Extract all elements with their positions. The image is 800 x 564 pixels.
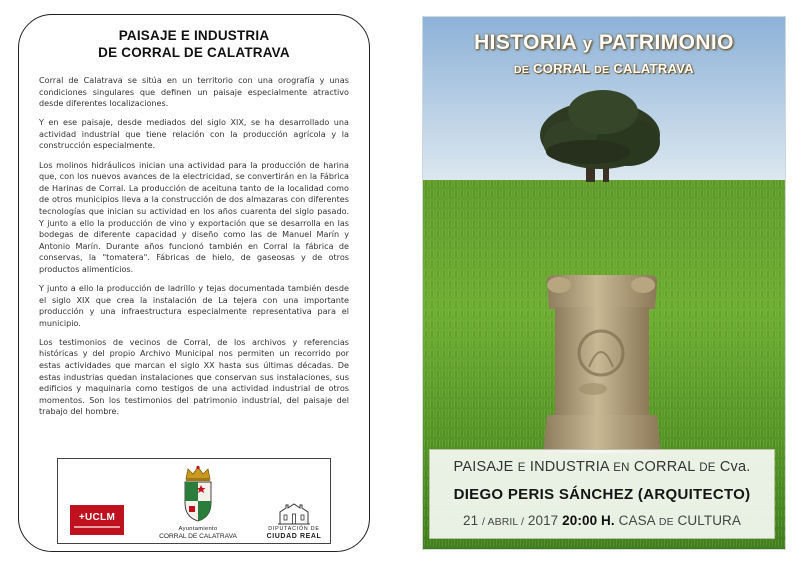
event-info-box: [429, 449, 775, 539]
diputacion-logo: [264, 503, 324, 543]
ayuntamiento-label: [148, 525, 248, 541]
diputacion-line1: DIPUTACIÓN DE: [268, 526, 320, 532]
ayuntamiento-line1: Ayuntamiento: [178, 526, 218, 532]
venue-word: CASA: [618, 513, 656, 528]
stone-altar-icon: [543, 275, 661, 453]
talk-title: [430, 459, 774, 475]
talk-word: CORRAL: [633, 459, 695, 475]
diputacion-line2: CIUDAD REAL: [266, 533, 322, 540]
talk-word: DE: [699, 462, 716, 474]
talk-word: Cva.: [719, 459, 751, 475]
date-day: 21: [462, 513, 479, 528]
date-month: / ABRIL /: [482, 516, 524, 528]
paragraph: Corral de Calatrava se sitúa en un territorio con una orografía y unas condiciones singulares que definen un paisaje especialmente atractivo desde diferentes localizaciones.: [39, 75, 349, 109]
panel-title: [19, 27, 369, 61]
sponsor-logos: [57, 458, 331, 544]
paragraph: Los testimonios de vecinos de Corral, de los archivos y referencias históricas y del propio Archivo Municipal nos permiten un recorrido por estas actividades que marcan el siglo XX hasta sus últimas décadas. De estas industrias quedan instalaciones que conservan sus instalaciones, sus edificios y maquinaria como testigos de una actividad industrial de otros momentos. Son los testimonios del patrimonio industrial, del paisaje del trabajo del hombre.: [39, 336, 349, 417]
poster-subtitle: [423, 61, 785, 76]
poster-title: [423, 31, 785, 55]
uclm-logo-text: +UCLM: [78, 512, 116, 523]
talk-word: E: [517, 462, 526, 474]
panel-title-line2: DE CORRAL DE CALATRAVA: [98, 45, 290, 60]
talk-word: EN: [613, 462, 630, 474]
talk-word: PAISAJE: [453, 459, 514, 475]
event-poster: [422, 16, 786, 550]
subtitle-word: DE: [594, 64, 610, 76]
uclm-logo-rule: [74, 526, 120, 528]
date-year: 2017: [527, 513, 559, 528]
speaker: [430, 486, 774, 503]
subtitle-word: CALATRAVA: [613, 61, 694, 76]
info-panel: [18, 14, 370, 552]
event-date-time-venue: [430, 513, 774, 528]
panel-body: [39, 75, 349, 426]
subtitle-word: CORRAL: [533, 61, 591, 76]
paragraph: Y en ese paisaje, desde mediados del siglo XIX, se ha desarrollado una actividad industrial que tiene relación con la producción agrícola y la construcción especialmente.: [39, 117, 349, 151]
building-icon: [276, 503, 312, 525]
venue-word: DE: [658, 516, 674, 528]
title-word: y: [582, 34, 593, 53]
title-word: HISTORIA: [474, 31, 577, 54]
venue-word: CULTURA: [677, 513, 742, 528]
paragraph: Los molinos hidráulicos inician una actividad para la producción de harina que, con los nuevos avances de la electricidad, se convertirán en la Fábrica de Harinas de Corral. La producción de aceituna tanto de la localidad como de otros municipios lleva a la construcción de dos almazaras con diferentes tecnologías que inician su actividad en los años cuarenta del siglo pasado. Y junto a ello la producción de vino y exportación que se desarrolla en las bodegas de diferente capacidad y diseño como las de Manuel Marín y Antonio Marín. Durante años funcionó también en Corral la fábrica de conservas, la "tomatera". Fábricas de hielo, de gaseosas y de otros productos alimenticios.: [39, 159, 349, 274]
coat-of-arms-icon: [178, 465, 218, 523]
uclm-logo: [70, 505, 124, 535]
speaker-first-name: DIEGO: [453, 486, 504, 503]
event-time: 20:00 H.: [562, 513, 615, 528]
talk-word: INDUSTRIA: [529, 459, 610, 475]
speaker-rest: PERIS SÁNCHEZ (ARQUITECTO): [507, 486, 751, 503]
title-word: PATRIMONIO: [598, 31, 734, 54]
paragraph: Y junto a ello la producción de ladrillo y tejas documentada también desde el siglo XIX que crea la instalación de La tejera con una importante producción y una infraestructura especialmente representativa para el municipio.: [39, 283, 349, 328]
subtitle-word: DE: [514, 64, 530, 76]
ayuntamiento-line2: CORRAL DE CALATRAVA: [159, 533, 237, 540]
panel-title-line1: PAISAJE E INDUSTRIA: [118, 28, 270, 43]
